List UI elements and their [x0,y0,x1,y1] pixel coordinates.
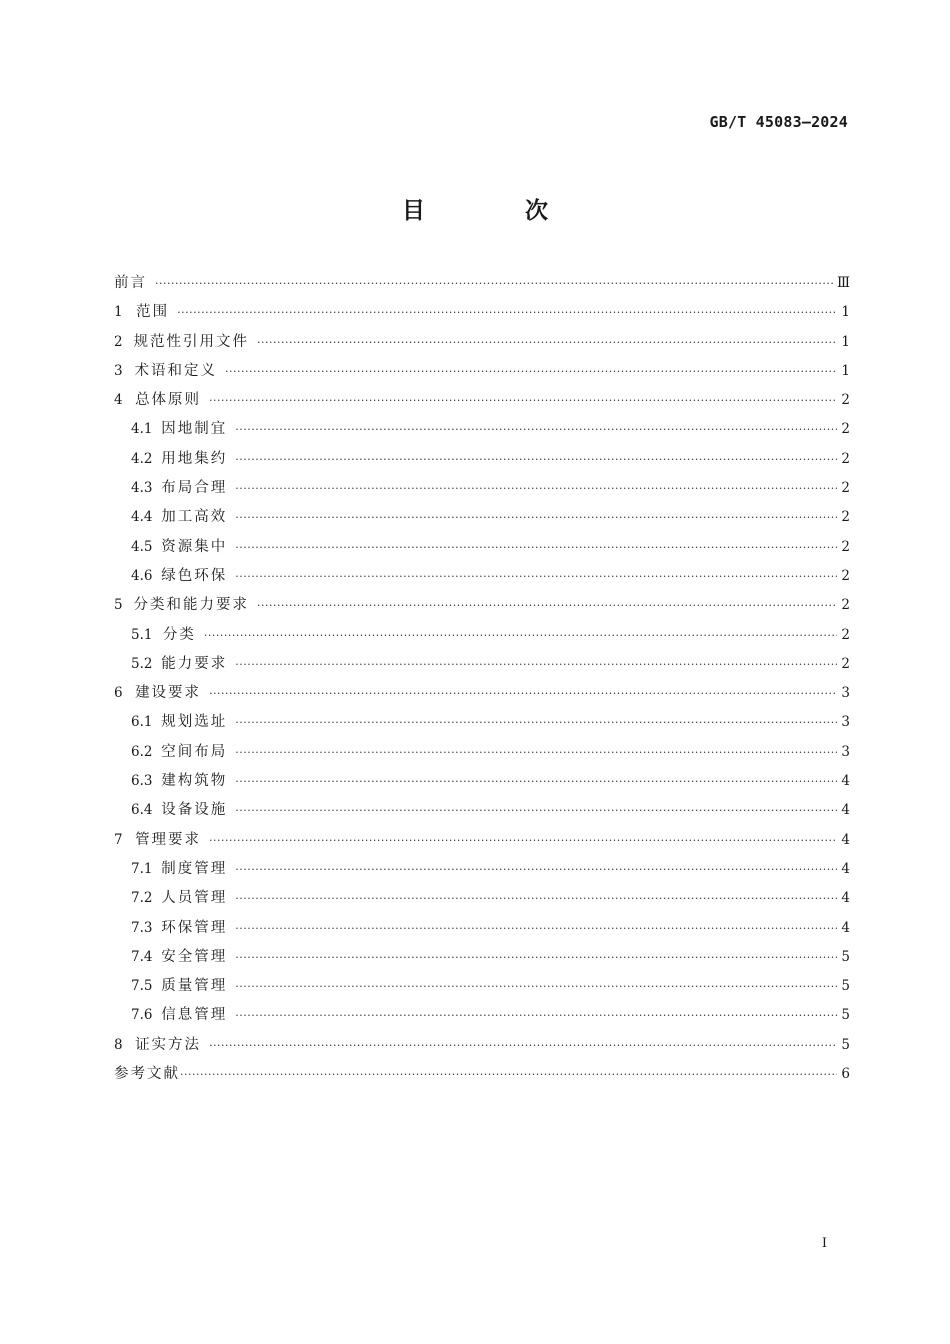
toc-entry-label: 分类和能力要求 [133,597,249,614]
toc-entry-number: 6 [114,685,123,702]
standard-number: GB/T 45083—2024 [709,113,848,131]
toc-entry-page: 4 [841,773,850,790]
toc-dot-leader [235,1001,837,1030]
toc-dot-leader [235,650,837,679]
toc-entry[interactable] [114,650,850,679]
toc-entry[interactable] [114,914,850,943]
toc-entry[interactable] [114,738,850,767]
page-number: I [821,1236,827,1251]
toc-entry-page: 2 [841,509,850,526]
toc-entry-page: 5 [841,1007,850,1024]
toc-dot-leader [225,357,837,386]
toc-entry-label: 质量管理 [161,978,228,995]
toc-entry-label: 术语和定义 [134,362,218,379]
toc-entry-number: 6.4 [131,802,153,819]
toc-dot-leader [235,445,837,474]
toc-dot-leader [235,503,837,532]
toc-entry-page: 5 [841,948,850,965]
toc-entry-label: 制度管理 [161,860,228,877]
toc-dot-leader [235,562,837,591]
toc-dot-leader [235,533,837,562]
toc-entry-page: 2 [841,626,850,643]
toc-entry-page: 2 [841,567,850,584]
toc-entry-page: 4 [841,831,850,848]
toc-entry[interactable] [114,884,850,913]
toc-entry-label: 规划选址 [161,714,228,731]
toc-entry[interactable] [114,269,850,298]
toc-entry-number: 8 [114,1036,123,1053]
toc-dot-leader [235,884,837,913]
toc-entry-number: 7.5 [131,978,153,995]
toc-entry-page: 3 [841,714,850,731]
toc-entry-page: 1 [841,362,850,379]
toc-entry-number: 5 [114,597,123,614]
toc-title: 目 次 [401,198,594,224]
toc-entry-label: 环保管理 [161,919,228,936]
toc-entry-page: 1 [841,333,850,350]
toc-entry[interactable] [114,708,850,737]
toc-dot-leader [235,738,837,767]
toc-entry-label: 绿色环保 [161,567,228,584]
toc-entry-number: 1 [114,304,123,321]
toc-entry-number: 6.3 [131,773,153,790]
toc-entry-number: 7 [114,831,123,848]
toc-entry-number: 4 [114,392,123,409]
toc-dot-leader [235,474,837,503]
toc-entry-page: 5 [841,1036,850,1053]
toc-entry[interactable] [114,357,850,386]
toc-entry-label: 参考文献 [114,1066,180,1083]
toc-entry-page: 2 [841,421,850,438]
toc-entry-page: 4 [841,919,850,936]
toc-entry-label: 能力要求 [161,655,228,672]
toc-dot-leader [257,328,837,357]
toc-entry-label: 加工高效 [161,509,228,526]
toc-entry-label: 总体原则 [135,392,202,409]
toc-entry-page: 2 [841,392,850,409]
toc-entry-page: 2 [841,480,850,497]
toc-entry[interactable] [114,679,850,708]
toc-entry[interactable] [114,855,850,884]
toc-entry-label: 用地集约 [161,450,228,467]
toc-entry[interactable] [114,474,850,503]
toc-entry-page: 6 [841,1066,850,1083]
toc-entry-page: 2 [841,597,850,614]
toc-entry[interactable] [114,503,850,532]
toc-dot-leader [235,972,837,1001]
toc-entry[interactable] [114,826,850,855]
toc-dot-leader [204,621,838,650]
toc-entry-number: 6.2 [131,743,153,760]
toc-entry-number: 5.1 [131,626,153,643]
toc-entry-page: 2 [841,655,850,672]
toc-entry[interactable] [114,298,850,327]
toc-dot-leader [209,679,837,708]
toc-entry-number: 4.3 [131,480,153,497]
toc-entry-number: 2 [114,333,123,350]
toc-dot-leader [235,855,837,884]
toc-entry-number: 7.3 [131,919,153,936]
toc-entry-number: 3 [114,362,123,379]
toc-entry-label: 设备设施 [161,802,228,819]
toc-entry-page: 1 [841,304,850,321]
toc-dot-leader [155,269,833,298]
toc-entry-label: 空间布局 [161,743,228,760]
toc-entry-page: 4 [841,802,850,819]
toc-entry-number: 4.4 [131,509,153,526]
toc-entry[interactable] [114,767,850,796]
toc-entry[interactable] [114,533,850,562]
toc-entry[interactable] [114,562,850,591]
toc-entry-page: 5 [841,978,850,995]
toc-entry-label: 建设要求 [135,685,202,702]
toc-entry[interactable] [114,1060,850,1089]
toc-entry-number: 4.5 [131,538,153,555]
toc-entry-number: 4.6 [131,567,153,584]
toc-entry-label: 证实方法 [135,1036,202,1053]
toc-entry-label: 建构筑物 [161,773,228,790]
toc-entry-label: 布局合理 [161,480,228,497]
toc-dot-leader [209,386,837,415]
toc-entry[interactable] [114,796,850,825]
toc-entry-label: 信息管理 [161,1007,228,1024]
toc-entry-page: 3 [841,685,850,702]
toc-entry-page: 4 [841,890,850,907]
toc-dot-leader [235,415,837,444]
toc-dot-leader [209,1031,837,1060]
toc-entry-number: 4.2 [131,450,153,467]
toc-entry-number: 7.4 [131,948,153,965]
toc-entry[interactable] [114,1031,850,1060]
toc-entry[interactable] [114,386,850,415]
toc-entry-number: 6.1 [131,714,153,731]
toc-dot-leader [235,708,837,737]
toc-dot-leader [235,914,837,943]
toc-entry-page: 2 [841,450,850,467]
toc-dot-leader [235,796,837,825]
toc-entry-label: 因地制宜 [161,421,228,438]
toc-dot-leader [235,767,837,796]
toc-entry-page: 2 [841,538,850,555]
toc-entry-number: 4.1 [131,421,153,438]
toc-list [114,269,850,1089]
toc-entry-number: 7.1 [131,860,153,877]
toc-entry-number: 7.6 [131,1007,153,1024]
toc-entry[interactable] [114,621,850,650]
toc-entry-page: 3 [841,743,850,760]
toc-entry-label: 分类 [162,626,196,643]
toc-dot-leader [257,591,837,620]
toc-entry-label: 管理要求 [135,831,202,848]
toc-dot-leader [235,943,837,972]
toc-entry-page: 4 [841,860,850,877]
toc-entry[interactable] [114,328,850,357]
toc-entry-number: 7.2 [131,890,153,907]
toc-dot-leader [177,298,837,327]
toc-entry-label: 安全管理 [161,948,228,965]
toc-entry-label: 人员管理 [161,890,228,907]
toc-entry-page: Ⅲ [836,275,850,291]
toc-entry[interactable] [114,943,850,972]
toc-dot-leader [180,1060,837,1089]
toc-entry-label: 前言 [114,275,147,291]
toc-entry[interactable] [114,1001,850,1030]
toc-entry-label: 范围 [136,304,170,321]
toc-entry[interactable] [114,445,850,474]
toc-entry[interactable] [114,415,850,444]
toc-entry[interactable] [114,972,850,1001]
toc-entry-number: 5.2 [131,655,153,672]
toc-entry-label: 规范性引用文件 [133,333,249,350]
toc-entry[interactable] [114,591,850,620]
toc-dot-leader [209,826,837,855]
toc-entry-label: 资源集中 [161,538,228,555]
